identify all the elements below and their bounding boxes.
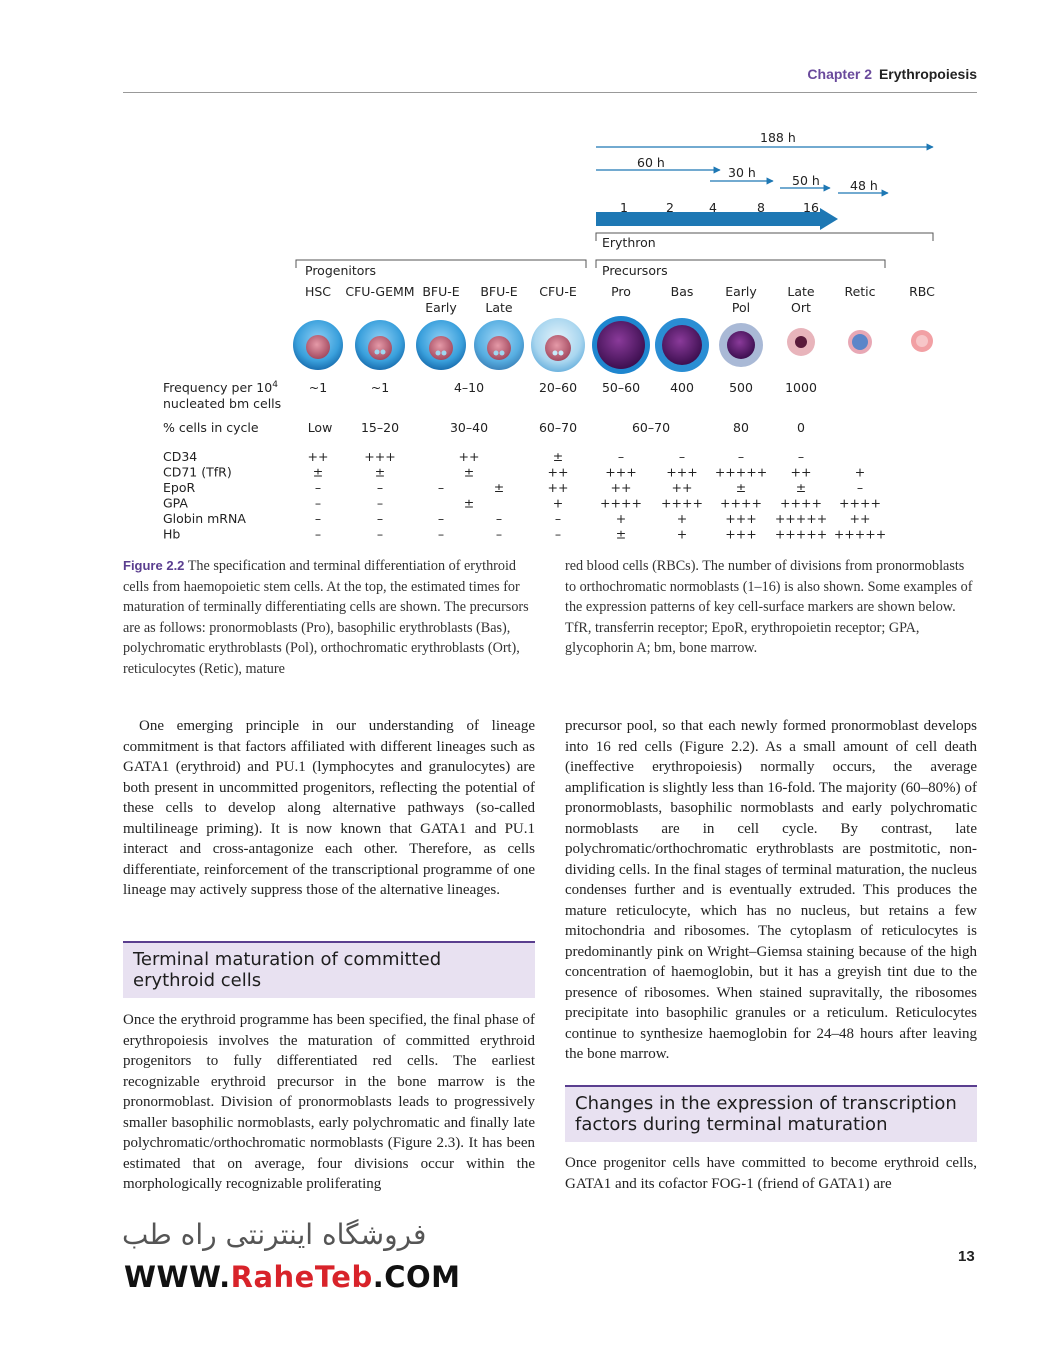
paragraph-precursor-pool: precursor pool, so that each newly formed pronormoblast develops into 16 red cells (Figure 2.2). As a small amount of cell death (ineffective erythropoiesis) normally occurs, the average amplification is slightly less than 16-fold. The majority (60–80%) of pronormoblasts, basophilic normoblasts and early polychromatic normoblasts are in cell cycle. By contrast, late polychromatic/orthochromatic erythroblasts are postmitotic, non-dividing cells. In the final stages of terminal maturation, the nucleus condenses further and is eventually extruded. This produces the mature reticulocyte, which has no nucleus, but retains a few mitochondria and ribosomes. The cytoplasm of reticulocytes is predominantly pink on Wright–Giemsa staining because of the high concentration of haemoglobin, but it has a greyish tint due to the presence of ribosomes. When stained supravitally, the ribosomes precipitate into basophilic granules or a reticulum. Reticulocytes continue to synthesize haemoglobin for 24–48 hours after leaving the bone marrow.: [565, 718, 977, 1062]
marker-value: +: [615, 511, 627, 526]
figure-2-2: [0, 0, 1053, 560]
marker-value: +++: [725, 526, 757, 542]
marker-name: CD34: [163, 449, 198, 464]
group-precursors: Precursors: [602, 263, 668, 278]
cell-label-sub: Ort: [791, 300, 811, 315]
paragraph-terminal-maturation: Once the erythroid programme has been specified, the final phase of erythropoiesis involves the maturation of committed erythroid progenitors to fully differentiated red cells. The earliest recognizable erythroid precursor in the bone marrow is the pronormoblast. Division of pronormoblasts leads to progressively smaller basophilic normoblasts, early polychromatic and finally late polychromatic/orthochromatic normoblasts (Figure 2.3). It has been estimated that on average, four divisions occur within the morphologically recognizable proliferating: [123, 1012, 535, 1192]
marker-value: –: [737, 449, 745, 464]
watermark-persian: فروشگاه اینترنتی راه طب: [122, 1218, 427, 1251]
marker-value: ±: [795, 480, 807, 495]
marker-value: +: [676, 526, 688, 542]
marker-value: ++++: [661, 495, 703, 511]
frequency-value: ~1: [370, 380, 390, 395]
marker-name: CD71 (TfR): [163, 464, 232, 480]
division-3: 4: [709, 200, 717, 215]
time-4: 48 h: [850, 178, 878, 193]
cycle-value: 15–20: [360, 420, 400, 435]
cell-bfu-e-late: [474, 320, 524, 370]
marker-value: –: [437, 511, 445, 526]
frequency-value: ~1: [308, 380, 328, 395]
marker-value: ++: [790, 464, 812, 480]
group-erythron: Erythron: [602, 235, 656, 250]
marker-value: ++: [671, 480, 693, 495]
frequency-value: 1000: [785, 380, 817, 395]
cycle-value: 80: [733, 420, 749, 435]
marker-value: ++: [458, 449, 480, 464]
group-progenitors: Progenitors: [305, 263, 377, 278]
marker-value: –: [376, 511, 384, 526]
frequency-label: Frequency per $10^4$: [163, 380, 278, 395]
cell-label: CFU-GEMM: [345, 284, 415, 299]
cell-label: Pro: [611, 284, 631, 299]
marker-value: +: [552, 495, 564, 511]
cell-bas: [655, 318, 709, 372]
cell-label: Bas: [670, 284, 694, 299]
marker-value: +++++: [774, 526, 828, 542]
cell-label: Late: [787, 284, 815, 299]
frequency-value: 400: [670, 380, 694, 395]
marker-value: –: [554, 511, 562, 526]
paragraph-lineage-commitment: One emerging principle in our understanding of lineage commitment is that factors affiliated with different lineages such as GATA1 (erythroid) and PU.1 (lymphocytes and granulocytes) are both present in uncommitted progenitors, reflecting the potential of these cells to develop along alternative pathways (so-called multilineage priming). It is now known that GATA1 and PU.1 interact and cross-antagonize each other. Therefore, as cells differentiate, reinforcement of the transcriptional programme of one lineage may actively suppress those of the alternative lineages.: [123, 718, 535, 898]
frequency-value: 4–10: [453, 380, 485, 395]
marker-value: –: [678, 449, 686, 464]
marker-value: +: [676, 511, 688, 526]
marker-value: –: [797, 449, 805, 464]
marker-value: –: [376, 480, 384, 495]
cycle-value: Low: [307, 420, 333, 435]
watermark-url: WWW.RaheTeb.COM: [124, 1260, 461, 1294]
cell-cfu-gemm: [355, 320, 405, 370]
marker-value: ±: [735, 480, 747, 495]
marker-value: –: [437, 526, 445, 542]
division-5: 16: [803, 200, 819, 215]
cell-label-sub: Late: [485, 300, 513, 315]
marker-value: –: [495, 526, 503, 542]
marker-value: +: [854, 464, 866, 480]
cell-early-pol: [719, 323, 763, 367]
division-1: 1: [620, 200, 628, 215]
marker-value: ++++: [780, 495, 822, 511]
page-number: 13: [958, 1248, 975, 1265]
marker-name: GPA: [163, 495, 188, 511]
cell-pro: [592, 316, 650, 374]
time-3: 50 h: [792, 173, 820, 188]
caption-text-left: The specification and terminal differentiation of erythroid cells from haemopoietic stem cells. At the top, the estimated times for maturation of terminally differentiating cells are shown. The precursors are as follows: pronormoblasts (Pro), basophilic erythroblasts (Bas), polychromatic erythroblasts (Pol), orthochromatic erythroblasts (Ort), reticulocytes (Retic), mature: [123, 558, 529, 677]
cycle-value: 30–40: [449, 420, 489, 435]
cycle-value: 60–70: [631, 420, 671, 435]
marker-value: ++: [307, 449, 329, 464]
marker-value: –: [314, 526, 322, 542]
division-4: 8: [757, 200, 765, 215]
marker-name: Hb: [163, 526, 181, 542]
marker-value: –: [856, 480, 864, 495]
cell-illustrations: [293, 316, 933, 374]
marker-value: ±: [552, 449, 564, 464]
time-2: 30 h: [728, 165, 756, 180]
marker-value: –: [617, 449, 625, 464]
cell-label: CFU-E: [539, 284, 577, 299]
cell-bfu-e-early: [416, 320, 466, 370]
marker-value: +++++: [714, 464, 768, 480]
marker-value: ±: [493, 480, 505, 495]
cell-label: BFU-E: [480, 284, 518, 299]
cell-retic: [848, 330, 872, 354]
cell-label: BFU-E: [422, 284, 460, 299]
marker-value: –: [314, 480, 322, 495]
marker-value: ++++: [839, 495, 881, 511]
cell-label: Retic: [844, 284, 876, 299]
marker-value: +++++: [774, 511, 828, 526]
marker-value: +++++: [833, 526, 887, 542]
frequency-value: 500: [729, 380, 753, 395]
marker-name: EpoR: [163, 480, 196, 495]
marker-value: –: [376, 526, 384, 542]
cell-label-sub: Pol: [731, 300, 751, 315]
time-1: 60 h: [637, 155, 665, 170]
marker-value: –: [376, 495, 384, 511]
marker-value: –: [437, 480, 445, 495]
cell-label: RBC: [909, 284, 935, 299]
cell-label: HSC: [304, 284, 332, 299]
chapter-label: Chapter 2: [807, 66, 872, 82]
marker-value: ±: [463, 495, 475, 511]
marker-value: ±: [312, 464, 324, 480]
marker-value: ++: [547, 464, 569, 480]
marker-value: +++: [605, 464, 637, 480]
marker-value: ++++: [600, 495, 642, 511]
marker-value: ++: [547, 480, 569, 495]
frequency-value: 20–60: [538, 380, 578, 395]
cell-rbc: [911, 330, 933, 352]
marker-value: +++: [364, 449, 396, 464]
marker-value: ±: [615, 526, 627, 542]
frequency-value: 50–60: [601, 380, 641, 395]
cell-cfu-e: [531, 318, 585, 372]
division-2: 2: [666, 200, 674, 215]
cycle-value: 60–70: [538, 420, 578, 435]
marker-value: ±: [463, 464, 475, 480]
division-arrow: [596, 208, 838, 230]
marker-value: ++++: [720, 495, 762, 511]
cell-late-ort: [787, 328, 815, 356]
cell-label: Early: [725, 284, 757, 299]
marker-value: +++: [725, 511, 757, 526]
marker-value: ++: [610, 480, 632, 495]
cycle-value: 0: [797, 420, 805, 435]
time-arrows: [596, 130, 933, 230]
figure-label: Figure 2.2: [123, 558, 185, 573]
cell-label-sub: Early: [425, 300, 457, 315]
section-heading-transcription-factors: Changes in the expression of transcription factors during terminal maturation: [565, 1085, 977, 1142]
marker-value: –: [495, 511, 503, 526]
time-total: 188 h: [760, 130, 796, 145]
marker-value: ±: [374, 464, 386, 480]
marker-value: +++: [666, 464, 698, 480]
marker-value: –: [314, 495, 322, 511]
paragraph-progenitor-commitment: Once progenitor cells have committed to become erythroid cells, GATA1 and its cofactor FOG-1 (friend of GATA1) are: [565, 1155, 977, 1192]
chapter-title: Erythropoiesis: [878, 66, 977, 82]
marker-value: ++: [849, 511, 871, 526]
frequency-label-2: nucleated bm cells: [163, 396, 282, 411]
section-heading-terminal-maturation: Terminal maturation of committed erythroid cells: [123, 941, 535, 998]
marker-value: –: [554, 526, 562, 542]
cycle-label: % cells in cycle: [163, 420, 259, 435]
caption-left: [123, 556, 535, 680]
marker-name: Globin mRNA: [163, 511, 246, 526]
cell-hsc: [293, 320, 343, 370]
caption-right: red blood cells (RBCs). The number of divisions from pronormoblasts to orthochromatic normoblasts (1–16) is also shown. Some examples of the expression patterns of key cell-surface markers are shown below. TfR, transferrin receptor; EpoR, erythropoietin receptor; GPA, glycophorin A; bm, bone marrow.: [565, 558, 973, 657]
marker-value: –: [314, 511, 322, 526]
